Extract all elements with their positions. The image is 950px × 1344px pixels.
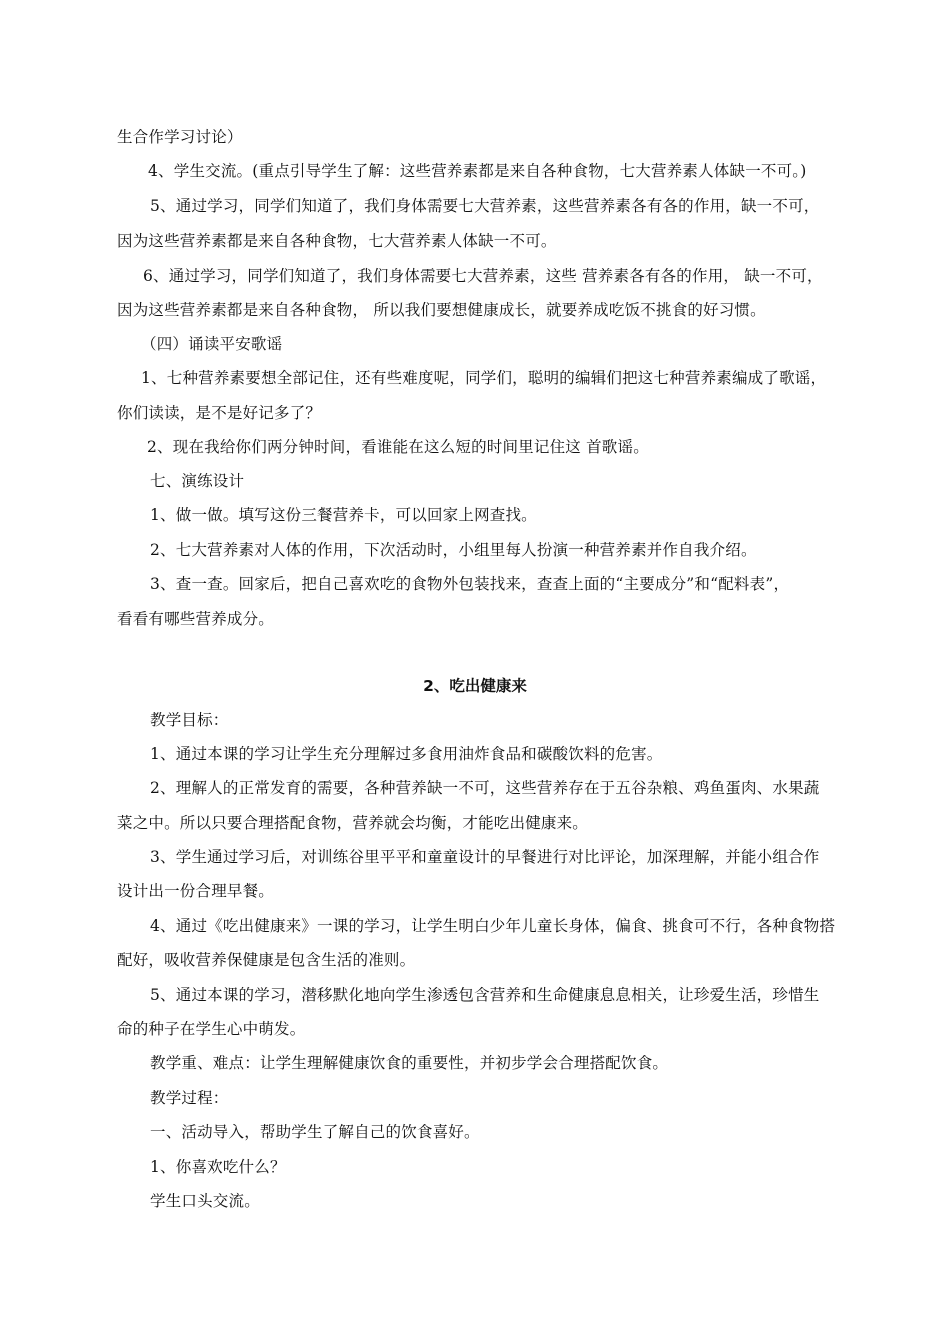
paragraph-line: 因为这些营养素都是来自各种食物， 所以我们要想健康成长，就要养成吃饭不挑食的好习惯。	[117, 301, 766, 319]
paragraph-line: 生合作学习讨论）	[117, 128, 243, 146]
paragraph-line: 1、七种营养素要想全部记住，还有些难度呢，同学们，聪明的编辑们把这七种营养素编成了歌谣，	[141, 369, 827, 387]
section-heading: 七、演练设计	[150, 472, 245, 490]
paragraph-line: 你们读读，是不是好记多了？	[117, 404, 322, 422]
paragraph-line: 因为这些营养素都是来自各种食物，七大营养素人体缺一不可。	[117, 232, 557, 250]
paragraph-line: 1、通过本课的学习让学生充分理解过多食用油炸食品和碳酸饮料的危害。	[150, 745, 663, 763]
paragraph-line: 学生口头交流。	[150, 1192, 260, 1210]
paragraph-line: 设计出一份合理早餐。	[117, 882, 275, 900]
paragraph-line: 3、学生通过学习后，对训练谷里平平和童童设计的早餐进行对比评论，加深理解，并能小组合作	[150, 848, 820, 866]
paragraph-line: 6、通过学习，同学们知道了，我们身体需要七大营养素，这些 营养素各有各的作用， 缺一不可，	[143, 267, 823, 285]
paragraph-line: 4、学生交流。(重点引导学生了解：这些营养素都是来自各种食物，七大营养素人体缺一不可。)	[148, 162, 807, 180]
paragraph-line: 1、做一做。填写这份三餐营养卡，可以回家上网查找。	[150, 506, 537, 524]
paragraph-line: 教学重、难点：让学生理解健康饮食的重要性，并初步学会合理搭配饮食。	[150, 1054, 669, 1072]
paragraph-line: 一、活动导入，帮助学生了解自己的饮食喜好。	[150, 1123, 480, 1141]
paragraph-line: 1、你喜欢吃什么？	[150, 1158, 286, 1176]
paragraph-line: 命的种子在学生心中萌发。	[117, 1020, 306, 1038]
paragraph-line: 5、通过本课的学习，潜移默化地向学生渗透包含营养和生命健康息息相关，让珍爱生活，珍惜生	[150, 986, 820, 1004]
paragraph-line: 看看有哪些营养成分。	[117, 610, 275, 628]
lesson-title: 2、吃出健康来	[423, 677, 527, 695]
paragraph-line: 2、现在我给你们两分钟时间，看谁能在这么短的时间里记住这 首歌谣。	[147, 438, 649, 456]
section-heading: 教学过程：	[150, 1089, 229, 1107]
paragraph-line: 3、查一查。回家后，把自己喜欢吃的食物外包装找来，查查上面的“主要成分”和“配料表”，	[150, 575, 790, 593]
paragraph-line: 2、七大营养素对人体的作用，下次活动时，小组里每人扮演一种营养素并作自我介绍。	[150, 541, 757, 559]
paragraph-line: 5、通过学习，同学们知道了，我们身体需要七大营养素，这些营养素各有各的作用，缺一不可，	[150, 197, 820, 215]
section-heading: 教学目标：	[150, 711, 229, 729]
paragraph-line: 菜之中。所以只要合理搭配食物，营养就会均衡，才能吃出健康来。	[117, 814, 589, 832]
paragraph-line: 2、理解人的正常发育的需要，各种营养缺一不可，这些营养存在于五谷杂粮、鸡鱼蛋肉、水果蔬	[150, 779, 820, 797]
paragraph-line: 配好，吸收营养保健康是包含生活的准则。	[117, 951, 416, 969]
section-heading: （四）诵读平安歌谣	[141, 335, 283, 353]
paragraph-line: 4、通过《吃出健康来》一课的学习，让学生明白少年儿童长身体，偏食、挑食可不行，各种食物搭	[150, 917, 836, 935]
